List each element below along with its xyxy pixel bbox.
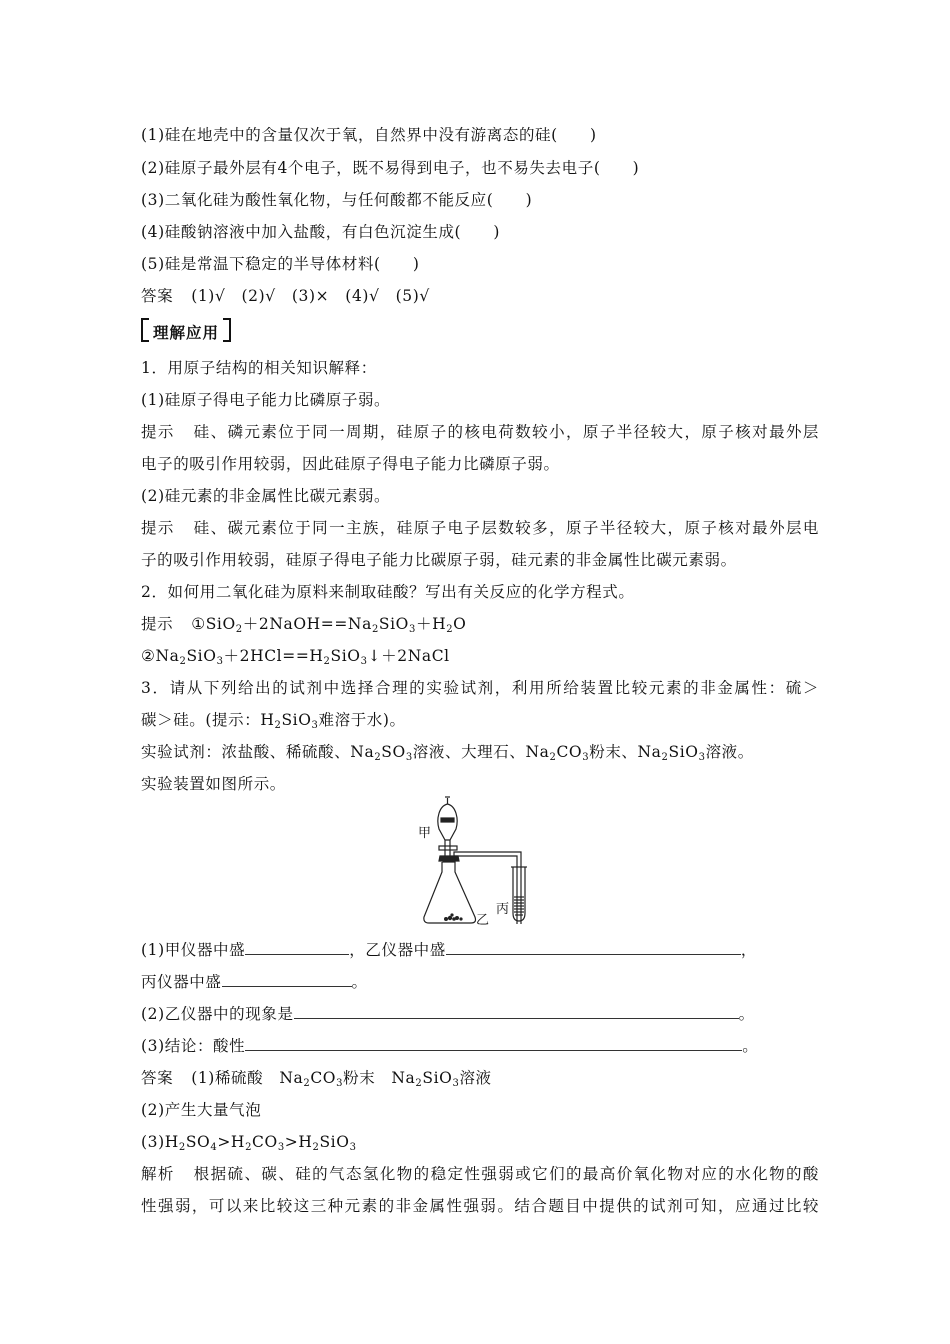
blank-bing bbox=[222, 972, 352, 987]
answer-label: 答案 bbox=[141, 287, 174, 305]
subscript: 2 bbox=[245, 1142, 253, 1153]
q3-fill1-line1 bbox=[141, 940, 757, 960]
q2-eq2: $②Na_2SiO_3+2HCl==H_2SiO_3↓+2NaCl$ bbox=[141, 647, 450, 667]
subscript: 3 bbox=[698, 752, 706, 763]
fill-text: ， bbox=[740, 941, 757, 959]
subscript: 2 bbox=[178, 1142, 186, 1153]
label-jia: 甲 bbox=[418, 826, 432, 841]
q3-answer-2: (2)产生大量气泡 bbox=[141, 1101, 262, 1119]
bracket-left-icon bbox=[141, 318, 149, 342]
fill-text: 。 bbox=[738, 1005, 755, 1023]
judge-item-3: (3)二氧化硅为酸性氧化物，与任何酸都不能反应( ) bbox=[141, 191, 533, 209]
fill-text: 丙仪器中盛 bbox=[141, 973, 222, 991]
q3-line1: 3．请从下列给出的试剂中选择合理的实验试剂，利用所给装置比较元素的非金属性：硫＞ bbox=[141, 679, 819, 697]
analysis-text: 根据硫、碳、硅的气态氢化物的稳定性强弱或它们的最高价氧化物对应的水化物的酸 bbox=[192, 1165, 820, 1183]
blank-phenomenon bbox=[294, 1004, 739, 1019]
fill-text: (1)甲仪器中盛 bbox=[141, 941, 246, 959]
subscript: 3 bbox=[349, 1142, 357, 1153]
subscript: 2 bbox=[235, 624, 243, 635]
blank-conclusion bbox=[245, 1036, 742, 1051]
judge-answer bbox=[141, 286, 430, 306]
label-bing: 丙 bbox=[496, 902, 510, 917]
q1-hint1-line2: 电子的吸引作用较弱，因此硅原子得电子能力比磷原子弱。 bbox=[141, 455, 560, 473]
blank-yi bbox=[446, 940, 741, 955]
subscript: 3 bbox=[216, 656, 224, 667]
q2-title: 2．如何用二氧化硅为原料来制取硅酸？写出有关反应的化学方程式。 bbox=[141, 583, 635, 601]
q3-answer-3: $(3)H_2SO_4>H_2CO_3>H_2SiO_3$ bbox=[141, 1133, 357, 1153]
subscript: 3 bbox=[405, 752, 413, 763]
subscript: 2 bbox=[274, 720, 282, 731]
analysis-label: 解析 bbox=[141, 1165, 175, 1183]
q1-hint1-line1 bbox=[141, 422, 819, 442]
q3-answer-1 bbox=[141, 1068, 492, 1088]
fill-text: ，乙仪器中盛 bbox=[349, 941, 446, 959]
q2-eq1 bbox=[141, 614, 466, 634]
fill-text: 。 bbox=[351, 973, 368, 991]
q3-fill3 bbox=[141, 1036, 758, 1056]
subscript: 4 bbox=[210, 1142, 218, 1153]
subscript: 2 bbox=[179, 656, 187, 667]
subscript: 2 bbox=[312, 1142, 320, 1153]
subscript: 3 bbox=[311, 720, 319, 731]
q3-fill2 bbox=[141, 1004, 755, 1024]
q1-sub2: (2)硅元素的非金属性比碳元素弱。 bbox=[141, 487, 391, 505]
judge-item-5: (5)硅是常温下稳定的半导体材料( ) bbox=[141, 255, 420, 273]
subscript: 2 bbox=[374, 752, 382, 763]
q3-analysis-line1 bbox=[141, 1164, 819, 1184]
judge-item-1: (1)硅在地壳中的含量仅次于氧，自然界中没有游离态的硅( ) bbox=[141, 126, 597, 144]
subscript: 2 bbox=[323, 656, 331, 667]
hint-label: 提示 bbox=[141, 519, 175, 537]
subscript: 2 bbox=[371, 624, 379, 635]
subscript: 3 bbox=[277, 1142, 285, 1153]
fill-text: 。 bbox=[742, 1037, 759, 1055]
fill-text: (2)乙仪器中的现象是 bbox=[141, 1005, 294, 1023]
subscript: 3 bbox=[452, 1078, 460, 1089]
apparatus-figure bbox=[410, 794, 550, 930]
q3-analysis-line2: 性强弱，可以来比较这三种元素的非金属性强弱。结合题目中提供的试剂可知，应通过比较 bbox=[141, 1197, 819, 1215]
section-title: 理解应用 bbox=[153, 324, 220, 342]
q3-line2: 碳＞硅。(提示：$H_2SiO_3$难溶于水)。 bbox=[141, 711, 406, 731]
subscript: 3 bbox=[336, 1078, 344, 1089]
subscript: 2 bbox=[549, 752, 557, 763]
subscript: 2 bbox=[661, 752, 669, 763]
label-yi: 乙 bbox=[476, 913, 490, 928]
judge-item-2: (2)硅原子最外层有4个电子，既不易得到电子，也不易失去电子( ) bbox=[141, 159, 640, 177]
blank-jia bbox=[245, 940, 349, 955]
fill-text: (3)结论：酸性 bbox=[141, 1037, 246, 1055]
q3-apparatus-text: 实验装置如图所示。 bbox=[141, 775, 286, 793]
hint-text: 硅、磷元素位于同一周期，硅原子的核电荷数较小，原子半径较大，原子核对最外层 bbox=[192, 423, 820, 441]
subscript: 3 bbox=[582, 752, 590, 763]
hint-label: 提示 bbox=[141, 615, 174, 633]
subscript: 2 bbox=[446, 624, 454, 635]
judge-item-4: (4)硅酸钠溶液中加入盐酸，有白色沉淀生成( ) bbox=[141, 223, 501, 241]
hint-text: 硅、碳元素位于同一主族，硅原子电子层数较多，原子半径较大，原子核对最外层电 bbox=[192, 519, 820, 537]
answer-label: 答案 bbox=[141, 1069, 174, 1087]
answer-text: (1)稀硫酸 $Na_2CO_3$粉末 $Na_2SiO_3$溶液 bbox=[191, 1069, 492, 1089]
equation-1: $①SiO_2+2NaOH==Na_2SiO_3+H_2O$ bbox=[191, 615, 467, 635]
section-heading bbox=[141, 318, 231, 342]
q3-fill1-line2 bbox=[141, 972, 368, 992]
q1-hint2-line2: 子的吸引作用较弱，硅原子得电子能力比碳原子弱，硅元素的非金属性比碳元素弱。 bbox=[141, 551, 737, 569]
q3-reagents: 实验试剂：浓盐酸、稀硫酸、$Na_2SO_3$溶液、大理石、$Na_2CO_3$粉末、$Na_2SiO_3$溶液。 bbox=[141, 743, 754, 763]
subscript: 3 bbox=[409, 624, 416, 635]
bracket-right-icon bbox=[223, 318, 231, 342]
subscript: 3 bbox=[360, 656, 368, 667]
q1-hint2-line1 bbox=[141, 518, 819, 538]
hint-label: 提示 bbox=[141, 423, 175, 441]
subscript: 2 bbox=[303, 1078, 311, 1089]
q1-sub1: (1)硅原子得电子能力比磷原子弱。 bbox=[141, 391, 391, 409]
subscript: 2 bbox=[415, 1078, 423, 1089]
q1-title: 1．用原子结构的相关知识解释： bbox=[141, 359, 377, 377]
answer-values: (1)√ (2)√ (3)× (4)√ (5)√ bbox=[191, 287, 430, 305]
